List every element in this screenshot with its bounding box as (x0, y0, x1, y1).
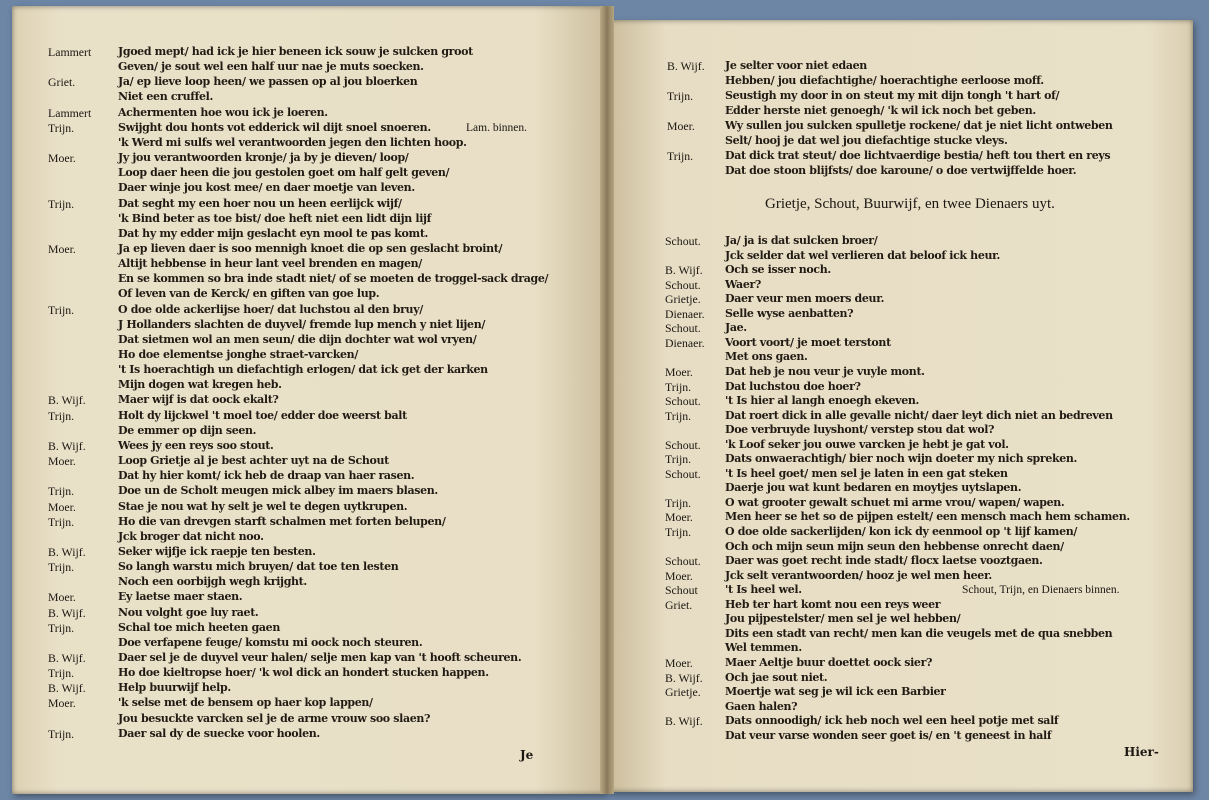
dialogue-text: Nou volght goe luy raet. (118, 605, 259, 619)
speaker-name: Moer. (48, 454, 76, 469)
dialogue-text: Och och mijn seun mijn seun den hebbense onrecht daen/ (725, 539, 1064, 553)
speaker-name: B. Wijf. (667, 59, 705, 73)
dialogue-text: Seker wijfje ick raepje ten besten. (118, 544, 316, 558)
speaker-name: Trijn. (48, 560, 75, 575)
text-line (48, 226, 598, 242)
dialogue-text: Altijt hebbense in heur lant veel brenden en magen/ (118, 257, 422, 271)
speaker-name: Trijn. (48, 408, 75, 423)
dialogue-text: Schal toe mich heeten gaen (118, 620, 280, 634)
text-line (48, 589, 598, 605)
text-line (667, 163, 1187, 179)
dialogue-text: Wees jy een reys soo stout. (118, 438, 274, 452)
text-line (48, 317, 598, 333)
dialogue-text: Selt/ hooj je dat wel jou diefachtige stucke vleys. (725, 134, 1008, 147)
dialogue-text: Geven/ je sout wel een half uur nae je muts soecken. (118, 60, 424, 74)
speaker-name: Grietje. (665, 292, 701, 307)
text-line (48, 483, 598, 499)
text-line (48, 180, 598, 196)
dialogue-text: Dats onwaerachtigh/ bier noch wijn doeter my nich spreken. (725, 452, 1078, 466)
text-line (48, 256, 598, 272)
dialogue-text: Ho doe elementse jonghe straet-varcken/ (118, 348, 359, 361)
text-line (48, 635, 598, 651)
dialogue-text: Jck selder dat wel verlieren dat beloof ick heur. (725, 248, 1001, 262)
dialogue-text: Men heer se het so de pijpen estelt/ een mensch mach hem schamen. (725, 510, 1130, 524)
dialogue-text: Of leven van de Kerck/ en giften van goe lup. (118, 287, 380, 301)
dialogue-text: 'k selse met de bensem op haer kop lappen/ (118, 696, 373, 710)
dialogue-text: Dat hy hier komt/ ick heb de draap van haer rasen. (118, 469, 415, 483)
dialogue-text: 'k Werd mi sulfs wel verantwoorden jegen den lichten hoop. (118, 135, 467, 149)
speaker-name: Griet. (48, 75, 76, 90)
dialogue-text: Moertje wat seg je wil ick een Barbier (725, 685, 946, 699)
dialogue-text: Niet een cruffel. (118, 90, 213, 104)
speaker-name: Trijn. (48, 726, 75, 741)
stage-direction: Lam. binnen. (466, 121, 527, 134)
speaker-name: Moer. (665, 364, 693, 379)
text-line (48, 680, 598, 696)
text-line (48, 105, 598, 121)
dialogue-text: Doe un de Scholt meugen mick albey im maers blasen. (118, 484, 438, 498)
text-line (667, 73, 1187, 89)
dialogue-text: 't Is heel wel. (725, 583, 802, 597)
text-line (48, 362, 598, 378)
dialogue-text: Gaen halen? (725, 699, 798, 713)
speaker-name: Grietje. (665, 685, 701, 700)
scene-heading: Grietje, Schout, Buurwijf, en twee Dienaers uyt. (765, 196, 1055, 212)
dialogue-text: Daer was goet recht inde stadt/ flocx laetse vooztgaen. (725, 554, 1043, 568)
speaker-name: Schout. (665, 277, 701, 292)
speaker-name: Schout. (665, 437, 701, 452)
text-line (667, 118, 1187, 134)
text-line (48, 332, 598, 348)
text-line (48, 665, 598, 681)
speaker-name: Trijn. (48, 302, 75, 317)
dialogue-text: 't Is heel goet/ men sel je laten in een gat steken (725, 466, 1008, 480)
speaker-name: Trijn. (48, 666, 75, 681)
speaker-name: Moer. (665, 510, 693, 525)
text-line (48, 711, 598, 727)
dialogue-text: Waer? (725, 277, 762, 291)
dialogue-text: Ja/ ep lieve loop heen/ we passen op al jou bloerken (118, 75, 418, 89)
dialogue-text: Dat roert dick in alle gevalle nicht/ daer leyt dich niet an bedreven (725, 408, 1113, 422)
text-line (48, 211, 598, 227)
speaker-name: Trijn. (48, 620, 75, 635)
speaker-name: Moer. (665, 655, 693, 670)
dialogue-text: 'k Loof seker jou ouwe varcken je hebt je gat vol. (725, 437, 1009, 451)
dialogue-text: Jck selt verantwoorden/ hooz je wel men heer. (725, 568, 992, 582)
text-line (48, 605, 598, 621)
left-catchword: Je (520, 748, 534, 762)
dialogue-text: Daer sel je de duyvel veur halen/ selje men kap van 't hooft scheuren. (118, 651, 522, 664)
book-spine (600, 6, 614, 794)
dialogue-text: Jou besuckte varcken sel je de arme vrouw soo slaen? (118, 711, 431, 725)
dialogue-text: Maer wijf is dat oock ekalt? (118, 393, 279, 407)
dialogue-text: Jck broger dat nicht noo. (118, 529, 264, 543)
dialogue-text: Dat doe stoon blijfsts/ doe karoune/ o doe vertwijffelde hoer. (725, 164, 1077, 177)
dialogue-text: Daer veur men moers deur. (725, 292, 885, 306)
speaker-name: Trijn. (665, 379, 692, 394)
speaker-name: Dienaer. (665, 335, 705, 350)
dialogue-text: Wy sullen jou sulcken spulletje rockene/ dat je niet licht ontweben (725, 119, 1113, 132)
dialogue-text: Dat sietmen wol an men seun/ die dijn dochter wat wol vryen/ (118, 332, 477, 346)
text-line (667, 88, 1187, 104)
speaker-name: B. Wijf. (48, 681, 86, 696)
text-line (48, 135, 598, 151)
speaker-name: Trijn. (665, 408, 692, 423)
text-line (48, 44, 598, 60)
speaker-name: B. Wijf. (48, 651, 86, 665)
dialogue-text: J Hollanders slachten de duyvel/ fremde lup mench y niet lijen/ (118, 317, 486, 331)
dialogue-text: Selle wyse aenbatten? (725, 306, 854, 320)
speaker-name: Dienaer. (665, 306, 705, 321)
dialogue-text: Och jae sout niet. (725, 670, 828, 684)
dialogue-text: Heb ter hart komt nou een reys weer (725, 597, 941, 611)
dialogue-text: Noch een oorbijgh wegh krijght. (118, 575, 307, 589)
text-line (667, 58, 1187, 74)
dialogue-text: Ho die van drevgen starft schalmen met forten belupen/ (118, 514, 446, 528)
speaker-name: Lammert (48, 105, 92, 120)
dialogue-text: Dits een stadt van recht/ men kan die veugels met de qua snebben (725, 626, 1113, 640)
speaker-name: Trijn. (48, 514, 75, 529)
dialogue-text: Doe verfapene feuge/ komstu mi oock noch steuren. (118, 635, 423, 649)
dialogue-text: Daerje jou wat kunt bedaren en moytjes uytslapen. (725, 481, 1022, 495)
speaker-name: Trijn. (665, 525, 692, 539)
text-line (48, 150, 598, 166)
speaker-name: B. Wijf. (48, 605, 86, 620)
dialogue-text: En se kommen so bra inde stadt niet/ of se moeten de troggel-sack drage/ (118, 272, 549, 286)
speaker-name: Schout. (665, 321, 701, 336)
dialogue-text: Loop daer heen die jou gestolen goet om half gelt geven/ (118, 166, 450, 180)
dialogue-text: Ja/ ja is dat sulcken broer/ (725, 234, 878, 247)
dialogue-text: Dat hy my edder mijn geslacht eyn mool te pas komt. (118, 226, 429, 240)
dialogue-text: Daer winje jou kost mee/ en daer moetje van leven. (118, 181, 415, 195)
speaker-name: B. Wijf. (665, 263, 703, 278)
speaker-name: Trijn. (48, 484, 75, 499)
speaker-name: B. Wijf. (48, 438, 86, 453)
text-line (48, 620, 598, 636)
dialogue-text: O doe olde ackerlijse hoer/ dat luchstou al den bruy/ (118, 302, 423, 316)
speaker-name: B. Wijf. (48, 393, 86, 408)
dialogue-text: Dat heb je nou veur je vuyle mont. (725, 364, 925, 378)
speaker-name: Trijn. (665, 495, 692, 510)
dialogue-text: Och se isser noch. (725, 263, 831, 277)
dialogue-text: Jae. (725, 321, 747, 335)
stage-direction: Schout, Trijn, en Dienaers binnen. (962, 584, 1120, 597)
speaker-name: B. Wijf. (665, 670, 703, 685)
dialogue-text: Help buurwijf help. (118, 681, 231, 695)
dialogue-text: 't Is hier al langh enoegh ekeven. (725, 394, 919, 408)
dialogue-text: Loop Grietje al je best achter uyt na de Schout (118, 454, 389, 468)
dialogue-text: Edder herste niet genoegh/ 'k wil ick noch bet geben. (725, 104, 1036, 117)
dialogue-text: Wel temmen. (725, 641, 802, 655)
speaker-name: Moer. (48, 696, 76, 711)
speaker-name: Moer. (667, 119, 695, 133)
text-line (48, 559, 598, 575)
dialogue-text: Stae je nou wat hy selt je wel te degen uytkrupen. (118, 499, 408, 513)
dialogue-text: Mijn dogen wat kregen heb. (118, 378, 282, 392)
speaker-name: Trijn. (667, 149, 694, 163)
text-line (48, 89, 598, 105)
text-line (48, 377, 598, 393)
text-line (48, 59, 598, 75)
dialogue-text: Swijght dou honts vot edderick wil dijt snoel snoeren. (118, 120, 431, 134)
dialogue-text: Ja ep lieven daer is soo mennigh knoet die op sen geslacht broint/ (118, 241, 503, 255)
dialogue-text: Dat luchstou doe hoer? (725, 379, 861, 393)
text-line (48, 74, 598, 90)
text-line (48, 120, 598, 136)
speaker-name: Griet. (665, 597, 693, 612)
dialogue-text: Maer Aeltje buur doettet oock sier? (725, 655, 933, 669)
dialogue-text: Daer sal dy de suecke voor hoolen. (118, 726, 320, 740)
speaker-name: Schout. (665, 554, 701, 569)
dialogue-text: Holt dy lijckwel 't moel toe/ edder doe weerst balt (118, 408, 407, 422)
text-line (48, 286, 598, 302)
speaker-name: Lammert (48, 45, 92, 59)
speaker-name: Trijn. (667, 89, 694, 103)
text-line (48, 650, 598, 666)
text-line (48, 408, 598, 424)
dialogue-text: Dat seght my een hoer nou un heen eerlijck wijf/ (118, 196, 402, 210)
dialogue-text: Ho doe kieltropse hoer/ 'k wol dick an hondert stucken happen. (118, 666, 489, 680)
speaker-name: Schout (665, 583, 698, 598)
speaker-name: Moer. (48, 499, 76, 514)
text-line (48, 423, 598, 439)
text-line (48, 196, 598, 212)
speaker-name: Trijn. (665, 452, 692, 467)
text-line (48, 529, 598, 545)
dialogue-text: O doe olde sackerlijden/ kon ick dy eenmool op 't lijf kamen/ (725, 525, 1078, 538)
dialogue-text: So langh warstu mich bruyen/ dat toe ten lesten (118, 560, 399, 574)
text-line (48, 695, 598, 711)
speaker-name: B. Wijf. (48, 544, 86, 559)
text-line (667, 148, 1187, 164)
dialogue-text: Jy jou verantwoorden kronje/ ja by je dieven/ loop/ (118, 151, 409, 165)
dialogue-text: De emmer op dijn seen. (118, 423, 257, 437)
speaker-name: Moer. (48, 241, 76, 256)
speaker-name: Trijn. (48, 120, 75, 135)
speaker-name: B. Wijf. (665, 714, 703, 729)
dialogue-text: Seustigh my door in on steut my mit dijn tongh 't hart of/ (725, 89, 1060, 102)
text-line (48, 574, 598, 590)
dialogue-text: Met ons gaen. (725, 350, 808, 364)
text-line (48, 499, 598, 515)
dialogue-text: Jou pijpestelster/ men sel je wel hebben/ (725, 612, 961, 626)
text-line (48, 438, 598, 454)
text-line (48, 726, 598, 742)
dialogue-text: Doe verbruyde luyshont/ verstep stou dat wol? (725, 423, 995, 437)
dialogue-text: Voort voort/ je moet terstont (725, 335, 891, 349)
text-line (667, 133, 1187, 149)
text-line (48, 271, 598, 287)
right-catchword: Hier- (1124, 745, 1159, 759)
speaker-name: Trijn. (48, 196, 75, 211)
text-line (48, 165, 598, 181)
dialogue-text: Achermenten hoe wou ick je loeren. (118, 105, 328, 119)
text-line (48, 347, 598, 363)
text-line (48, 453, 598, 469)
dialogue-text: Dat dick trat steut/ doe lichtvaerdige bestia/ heft tou thert en reys (725, 149, 1111, 162)
dialogue-text: Dats onnoodigh/ ick heb noch wel een heel potje met salf (725, 714, 1059, 728)
speaker-name: Moer. (665, 568, 693, 583)
dialogue-text: 'k Bind beter as toe bist/ doe heft niet een lidt dijn lijf (118, 211, 432, 225)
dialogue-text: Ey laetse maer staen. (118, 590, 243, 604)
text-line (48, 468, 598, 484)
text-line (48, 392, 598, 408)
dialogue-text: O wat grooter gewalt schuet mi arme vrou/ wapen/ wapen. (725, 495, 1065, 509)
speaker-name: Schout. (665, 394, 701, 409)
speaker-name: Moer. (48, 590, 76, 605)
speaker-name: Moer. (48, 151, 76, 166)
dialogue-text: Je selter voor niet edaen (725, 59, 867, 72)
text-line (48, 302, 598, 318)
text-line (667, 103, 1187, 119)
text-line (665, 728, 1185, 744)
dialogue-text: 't Is hoerachtigh un diefachtigh erlogen/ dat ick get der karken (118, 363, 488, 377)
speaker-name: Schout. (665, 466, 701, 481)
dialogue-text: Hebben/ jou diefachtighe/ hoerachtighe eerloose moff. (725, 74, 1044, 87)
text-line (48, 544, 598, 560)
speaker-name: Schout. (665, 234, 701, 248)
dialogue-text: Jgoed mept/ had ick je hier beneen ick souw je sulcken groot (118, 45, 473, 58)
dialogue-text: Dat veur varse wonden seer goet is/ en 't geneest in half (725, 728, 1052, 742)
text-line (48, 241, 598, 257)
text-line (48, 514, 598, 530)
